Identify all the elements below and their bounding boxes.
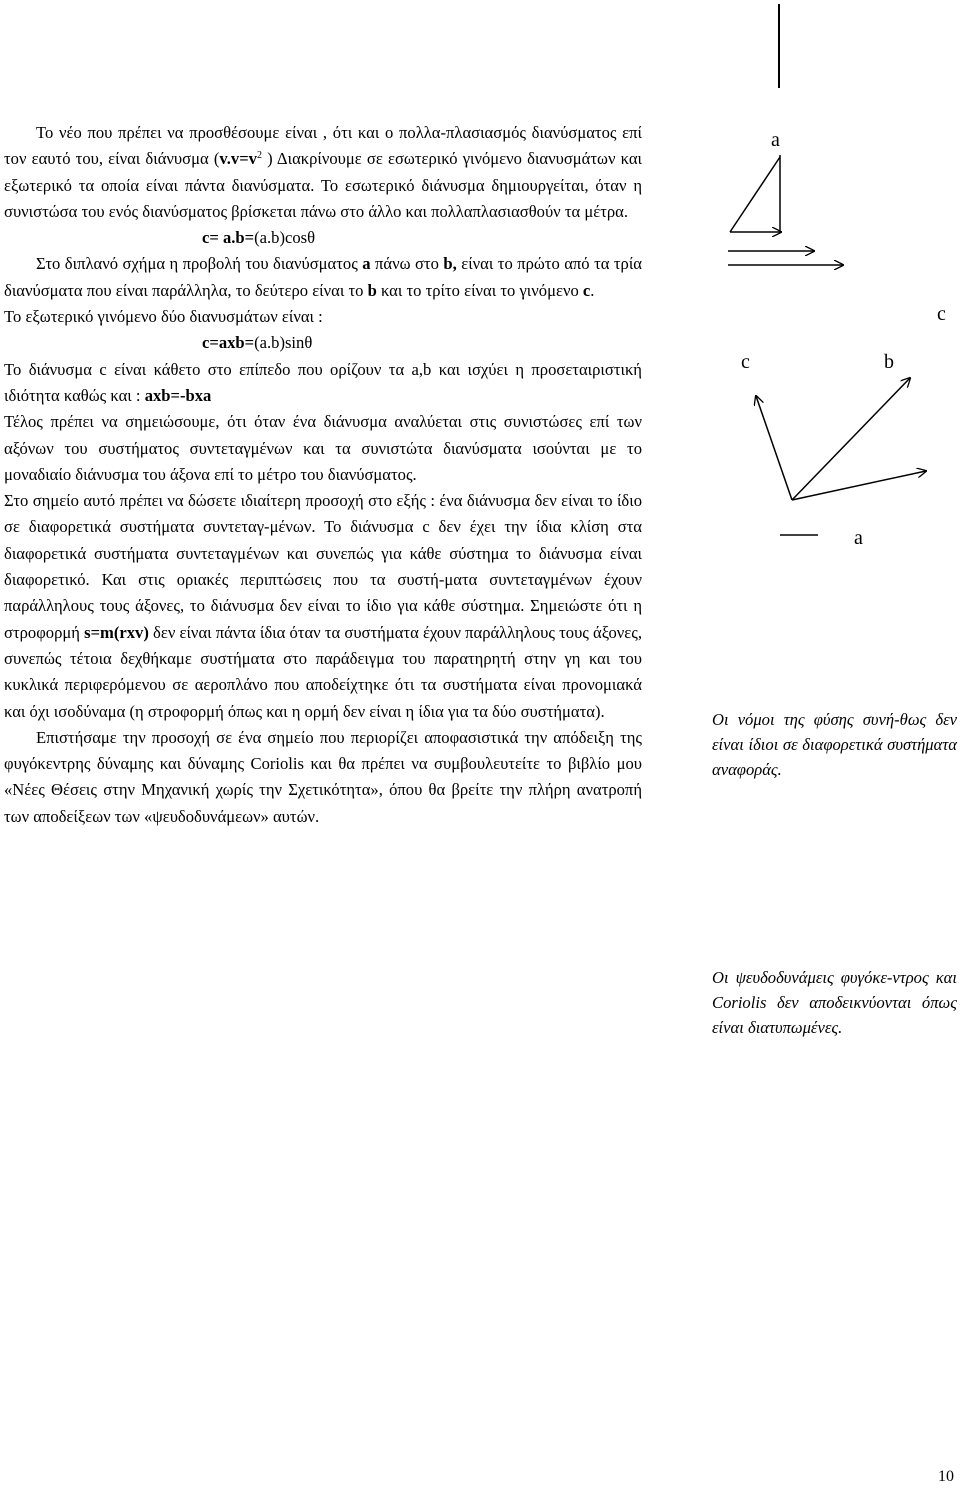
paragraph-coordinate-systems: Στο σημείο αυτό πρέπει να δώσετε ιδιαίτερη προσοχή στο εξής : ένα διάνυσμα δεν είναι το ίδιο σε διαφορετικά συστήματα συντεταγ-μένων. Το διάνυσμα c δεν έχει την ίδια κλίση στα διαφορετικά συστήματα συντεταγμένων και συνεπώς για κάθε σύστημα το διάνυσμα είναι διαφορετικό. Και στις οριακές περιπτώσεις που τα συστή-ματα συντεταγμένων έχουν παράλληλους τους άξονες, το διάνυσμα δεν είναι το ίδιο για κάθε σύστημα. Σημειώστε ότι η στροφορμή s=m(rxv) δεν είναι πάντα ίδια όταν τα συστήματα έχουν παράλληλους τους άξονες, συνεπώς τέτοια δεχθήκαμε συστήματα στο παράδειγμα του παρατηρητή στην γη και του κυκλικά περιφερόμενου σε αεροπλάνο που αποδείχτηκε ότι τα συστήματα είναι προνομιακά και όχι ισοδύναμα (η στροφορμή όπως και η ορμή δεν είναι η ίδια για τα δύο συστήματα). (4, 491, 642, 721)
paragraph-cross-intro: Το εξωτερικό γινόμενο δύο διανυσμάτων είναι : (4, 307, 323, 327)
vector-a-lower (792, 471, 926, 500)
vector-b-lower (792, 378, 910, 500)
vector-a-diagonal (730, 157, 780, 232)
paragraph-projection: Στο διπλανό σχήμα η προβολή του διανύσματος a πάνω στο b, είναι το πρώτο από τα τρία διανύσματα που είναι παράλληλα, το δεύτερο είναι το b και το τρίτο είναι το γινόμενο c. (4, 254, 642, 300)
vector-c-lower (756, 396, 792, 500)
margin-note-pseudoforces: Οι ψευδοδυνάμεις φυγόκε-ντρος και Coriolis δεν αποδεικνύονται όπως είναι διατυπωμένες. (712, 968, 957, 1037)
label-c-left: c (741, 351, 750, 373)
label-b: b (884, 351, 894, 373)
formula-dot-product: c= a.b=(a.b)cosθ (202, 228, 316, 248)
paragraph-intro: Το νέο που πρέπει να προσθέσουμε είναι , ότι και ο πολλα-πλασιασμός διανύσματος επί τον εαυτό του, είναι διάνυσμα ($v.v=v^2$ ) Διακρίνουμε σε εσωτερικό γινόμενο διανυσμάτων και εξωτερικό τα οποία είναι πάντα διανύσματα. Το εσωτερικό διάνυσμα δημιουργείται, όταν η συνιστώσα του ενός διανύσματος βρίσκεται πάνω στο άλλο και πολλαπλασιασθούν τα μέτρα. (4, 123, 642, 221)
label-a-bottom: a (854, 527, 863, 549)
page-number: 10 (938, 1468, 954, 1485)
paragraph-components: Τέλος πρέπει να σημειώσουμε, ότι όταν ένα διάνυσμα αναλύεται στις συνιστώσες επί των αξόνων του συστήματος συντεταγμένων και τα συνιστώτα διανύσματα ισούνται με το μοναδιαίο διάνυσμα του άξονα επί το μέτρο του διανύσματος. (4, 412, 642, 484)
vector-diagram (700, 120, 960, 580)
margin-vertical-rule (778, 4, 780, 88)
margin-note-laws: Οι νόμοι της φύσης συνή-θως δεν είναι ίδιοι σε διαφορετικά συστήματα αναφοράς. (712, 710, 957, 779)
vector-figure (700, 120, 960, 580)
main-text-column (4, 120, 642, 830)
label-a-top: a (771, 129, 780, 151)
paragraph-coriolis: Επιστήσαμε την προσοχή σε ένα σημείο που περιορίζει αποφασιστικά την απόδειξη της φυγόκεντρης δύναμης και δύναμης Coriolis και θα πρέπει να συμβουλευτείτε το βιβλίο μου «Νέες Θέσεις στην Μηχανική χωρίς την Σχετικότητα», όπου θα βρείτε την πλήρη ανατροπή των αποδείξεων των «ψευδοδυνάμεων» αυτών. (4, 727, 642, 826)
formula-cross-product: c=axb=(a.b)sinθ (202, 333, 313, 353)
paragraph-perpendicular: Το διάνυσμα c είναι κάθετο στο επίπεδο που ορίζουν τα a,b και ισχύει η προσεταιριστική ιδιότητα καθώς και : axb=-bxa (4, 359, 642, 405)
label-c-right: c (937, 303, 946, 325)
